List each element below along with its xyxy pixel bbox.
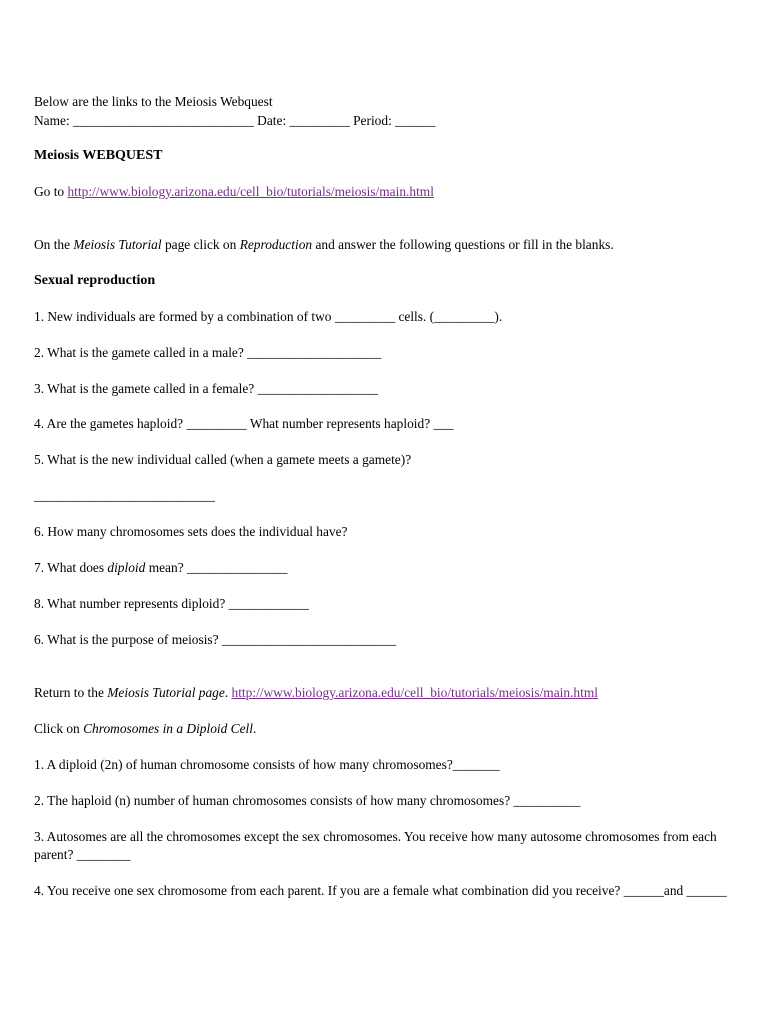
question-3[interactable]: 3. What is the gamete called in a female? __________________ xyxy=(34,381,379,396)
click-suffix: . xyxy=(252,721,257,736)
click-italic: Chromosomes in a Diploid Cell xyxy=(83,721,253,736)
name-date-period-line[interactable]: Name: ___________________________ Date: _________ Period: ______ xyxy=(34,113,436,128)
question-9[interactable]: 6. What is the purpose of meiosis? __________________________ xyxy=(34,632,397,647)
section-heading: Sexual reproduction xyxy=(34,273,156,288)
question-7[interactable] xyxy=(34,560,287,576)
return-mid: . xyxy=(224,685,232,700)
instruction-text-3: and answer the following questions or fill in the blanks. xyxy=(312,237,614,252)
chromosome-question-1[interactable]: 1. A diploid (2n) of human chromosome consists of how many chromosomes?_______ xyxy=(34,757,500,772)
question-7-italic: diploid xyxy=(107,560,146,575)
question-2[interactable]: 2. What is the gamete called in a male? ____________________ xyxy=(34,345,382,360)
intro-text: Below are the links to the Meiosis Webquest xyxy=(34,94,273,109)
chromosome-question-3-cont[interactable]: parent? ________ xyxy=(34,847,131,862)
instruction-italic-reproduction: Reproduction xyxy=(239,237,313,252)
instruction-italic-tutorial: Meiosis Tutorial xyxy=(73,237,162,252)
goto-prefix: Go to xyxy=(34,184,68,199)
question-8[interactable]: 8. What number represents diploid? ____________ xyxy=(34,596,309,611)
page-title: Meiosis WEBQUEST xyxy=(34,148,163,163)
chromosome-question-3: 3. Autosomes are all the chromosomes except the sex chromosomes. You receive how many autosome chromosomes from each xyxy=(34,829,717,844)
instruction-text-2: page click on xyxy=(161,237,240,252)
return-line xyxy=(34,685,598,701)
return-tutorial-link[interactable]: http://www.biology.arizona.edu/cell_bio/tutorials/meiosis/main.html xyxy=(231,685,598,700)
question-5: 5. What is the new individual called (when a gamete meets a gamete)? xyxy=(34,452,412,467)
question-6: 6. How many chromosomes sets does the individual have? xyxy=(34,524,348,539)
question-4[interactable]: 4. Are the gametes haploid? _________ What number represents haploid? ___ xyxy=(34,416,454,431)
question-1[interactable]: 1. New individuals are formed by a combination of two _________ cells. (_________). xyxy=(34,309,503,324)
tutorial-link[interactable]: http://www.biology.arizona.edu/cell_bio/tutorials/meiosis/main.html xyxy=(67,184,434,199)
question-7-suffix: mean? _______________ xyxy=(145,560,288,575)
click-line xyxy=(34,721,256,737)
goto-line xyxy=(34,184,434,200)
question-7-prefix: 7. What does xyxy=(34,560,108,575)
question-5-blank[interactable]: ___________________________ xyxy=(34,488,215,503)
return-italic: Meiosis Tutorial page xyxy=(107,685,225,700)
chromosome-question-4[interactable]: 4. You receive one sex chromosome from each parent. If you are a female what combination did you receive? ______and ______ xyxy=(34,883,727,898)
chromosome-question-2[interactable]: 2. The haploid (n) number of human chromosomes consists of how many chromosomes? __________ xyxy=(34,793,581,808)
instruction-line xyxy=(34,237,614,253)
click-prefix: Click on xyxy=(34,721,84,736)
instruction-text: On the xyxy=(34,237,74,252)
return-prefix: Return to the xyxy=(34,685,108,700)
